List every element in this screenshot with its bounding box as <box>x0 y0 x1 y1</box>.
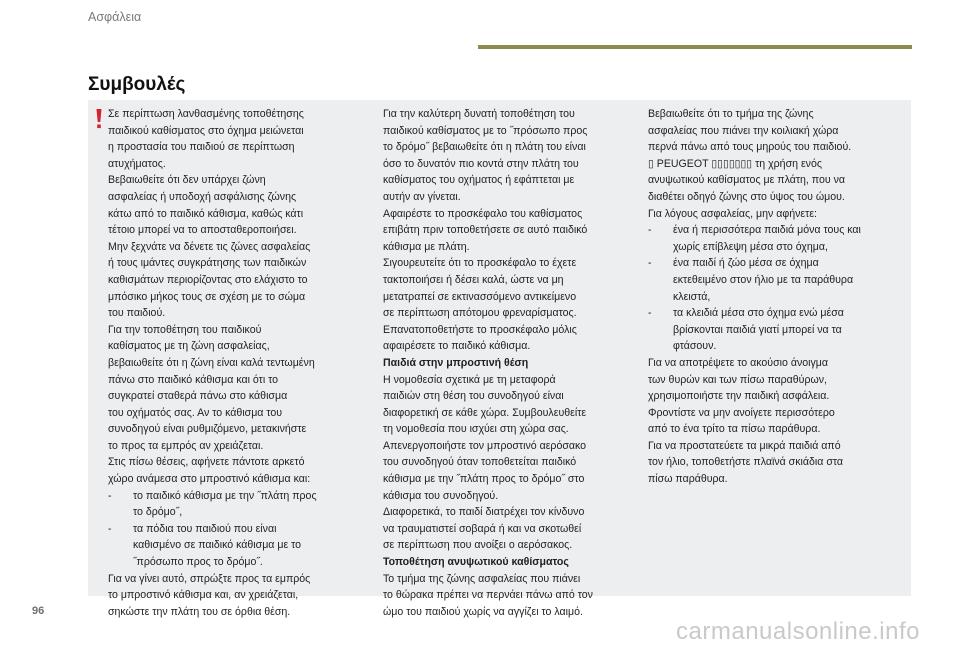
list-item: - ένα ή περισσότερα παιδιά μόνα τους και <box>648 222 903 239</box>
subheading: Τοποθέτηση ανυψωτικού καθίσματος <box>383 556 569 569</box>
text-line: ανυψωτικού καθίσματος με πλάτη, που να <box>648 174 846 187</box>
text-line: σε περίπτωση που ανοίξει ο αερόσακος. <box>383 539 573 552</box>
text-line: Για να αποτρέψετε το ακούσιο άνοιγμα <box>648 356 829 369</box>
text-line: Μην ξεχνάτε να δένετε τις ζώνες ασφαλείας <box>108 240 311 253</box>
text-line: συνοδηγού είναι ρυθμιζόμενο, μετακινήστε <box>108 423 307 436</box>
list-item: - τα πόδια του παιδιού που είναι <box>108 521 358 538</box>
text-line: τακτοποιήσει ή δέσει καλά, ώστε να μη <box>383 273 564 286</box>
text-line: χώρο ανάμεσα στο μπροστινό κάθισμα και: <box>108 473 311 486</box>
text-line: βρίσκονται παιδιά γιατί μπορεί να τα <box>673 323 842 336</box>
list-item: - τα κλειδιά μέσα στο όχημα ενώ μέσα <box>648 305 903 322</box>
text-line: του παιδιού. <box>108 307 166 320</box>
subheading: Παιδιά στην μπροστινή θέση <box>383 356 529 369</box>
text-line: Σιγουρευτείτε ότι το προσκέφαλο το έχετε <box>383 257 577 270</box>
text-line: παιδιών στη θέση του συνοδηγού είναι <box>383 390 564 403</box>
text-line: το θώρακα πρέπει να περνάει πάνω από τον <box>383 589 593 602</box>
text-line: καθισμένο σε παιδικό κάθισμα με το <box>133 539 302 552</box>
list-item: - το παιδικό κάθισμα με την ˝πλάτη προς <box>108 488 358 505</box>
text-line: ˝πρόσωπο προς το δρόμο˝. <box>133 556 263 569</box>
text-line: παιδικού καθίσματος με το ˝πρόσωπο προς <box>383 124 588 137</box>
text-line: μετατραπεί σε εκτινασσόμενο αντικείμενο <box>383 290 577 303</box>
text-line: παιδικού καθίσματος στο όχημα μειώνεται <box>108 124 304 137</box>
text-line: τη νομοθεσία που ισχύει στη χώρα σας. <box>383 423 569 436</box>
text-line: Το τμήμα της ζώνης ασφαλείας που πιάνει <box>383 572 581 585</box>
text-line: Σε περίπτωση λανθασμένης τοποθέτησης <box>108 108 304 120</box>
text-line: ασφαλείας ή υποδοχή ασφάλισης ζώνης <box>108 190 297 203</box>
text-line: φτάσουν. <box>673 340 717 353</box>
text-line: ατυχήματος. <box>108 157 166 170</box>
text-line: κάθισμα με την ˝πλάτη προς το δρόμο˝ στο <box>383 473 585 486</box>
text-line: από το ένα τρίτο τα πίσω παράθυρα. <box>648 423 821 436</box>
text-line: καθισμάτων περιορίζοντας στο ελάχιστο το <box>108 273 308 286</box>
text-line: Βεβαιωθείτε ότι το τμήμα της ζώνης <box>648 108 814 120</box>
text-column-2 <box>383 106 628 620</box>
text-line: Για την τοποθέτηση του παιδικού <box>108 323 262 336</box>
page-number: 96 <box>32 605 45 617</box>
text-line: του οχήματός σας. Αν το κάθισμα του <box>108 406 283 419</box>
text-line: καθίσματος του οχήματος ή εφάπτεται με <box>383 174 575 187</box>
watermark: carmanualsonline.info <box>676 618 920 645</box>
text-line: αυτήν αν γίνεται. <box>383 190 461 203</box>
text-line: του συνοδηγού όταν τοποθετείται παιδικό <box>383 456 577 469</box>
text-line: ασφαλείας που πιάνει την κοιλιακή χώρα <box>648 124 839 137</box>
text-line: η προστασία του παιδιού σε περίπτωση <box>108 141 295 154</box>
text-line: σε περίπτωση απότομου φρεναρίσματος. <box>383 307 577 320</box>
text-line: πίσω παράθυρα. <box>648 473 728 486</box>
text-line: Η νομοθεσία σχετικά με τη μεταφορά <box>383 373 556 386</box>
text-line: ή τους ιμάντες συγκράτησης των παιδικών <box>108 257 307 270</box>
text-line: Διαφορετικά, το παιδί διατρέχει τον κίνδυνο <box>383 506 585 519</box>
text-line: Για να προστατεύετε τα μικρά παιδιά από <box>648 439 841 452</box>
text-line: Φροντίστε να μην ανοίγετε περισσότερο <box>648 406 835 419</box>
text-line: κάθισμα με πλάτη. <box>383 240 470 253</box>
text-line: διαφορετική σε κάθε χώρα. Συμβουλευθείτε <box>383 406 587 419</box>
text-line: κάθισμα του συνοδηγού. <box>383 489 499 502</box>
text-line: των θυρών και των πίσω παραθύρων, <box>648 373 827 386</box>
text-line: το δρόμο˝, <box>133 506 183 519</box>
text-line: Βεβαιωθείτε ότι δεν υπάρχει ζώνη <box>108 174 266 187</box>
text-line: το δρόμο˝ βεβαιωθείτε ότι η πλάτη του είναι <box>383 141 586 154</box>
text-line: τέτοιο μπορεί να το αποσταθεροποιήσει. <box>108 224 297 237</box>
text-line: Αφαιρέστε το προσκέφαλο του καθίσματος <box>383 207 583 220</box>
text-line: τον ήλιο, τοποθετήστε πλαϊνά σκιάδια στα <box>648 456 844 469</box>
text-line: βεβαιωθείτε ότι η ζώνη είναι καλά τεντωμένη <box>108 356 315 369</box>
section-header: Ασφάλεια <box>88 10 142 24</box>
text-line: περνά πάνω από τους μηρούς του παιδιού. <box>648 141 852 154</box>
text-column-3 <box>648 106 903 488</box>
text-line: συγκρατεί σταθερά πάνω στο κάθισμα <box>108 390 288 403</box>
text-line: το μπροστινό κάθισμα και, αν χρειάζεται, <box>108 589 299 602</box>
text-line: μπόσικο μήκος τους σε σχέση με το σώμα <box>108 290 306 303</box>
text-line: να τραυματιστεί σοβαρά ή και να σκοτωθεί <box>383 522 582 535</box>
text-line: Στις πίσω θέσεις, αφήνετε πάντοτε αρκετό <box>108 456 305 469</box>
text-line: διαθέτει οδηγό ζώνης στο ύψος του ώμου. <box>648 190 845 203</box>
text-line: Για την καλύτερη δυνατή τοποθέτηση του <box>383 108 575 120</box>
text-line: πάνω στο παιδικό κάθισμα και ότι το <box>108 373 279 386</box>
text-line: Για να γίνει αυτό, σπρώξτε προς τα εμπρός <box>108 572 311 585</box>
text-line: κάτω από το παιδικό κάθισμα, καθώς κάτι <box>108 207 304 220</box>
text-line: ▯ PEUGEOT ▯▯▯▯▯▯▯ τη χρήση ενός <box>648 157 822 170</box>
text-line: αφαιρέσετε το παιδικό κάθισμα. <box>383 340 531 353</box>
text-line: Επανατοποθετήστε το προσκέφαλο μόλις <box>383 323 577 336</box>
text-line: σηκώστε την πλάτη του σε όρθια θέση. <box>108 605 291 618</box>
text-line: κλειστά, <box>673 290 711 303</box>
text-line: όσο το δυνατόν πιο κοντά στην πλάτη του <box>383 157 579 170</box>
text-column-1 <box>108 106 358 620</box>
text-line: καθίσματος με τη ζώνη ασφαλείας, <box>108 340 270 353</box>
text-line: Απενεργοποιήστε τον μπροστινό αερόσακο <box>383 439 587 452</box>
header-accent-bar <box>478 45 912 49</box>
exclamation-warning-icon <box>96 109 102 129</box>
text-line: επιβάτη πριν τοποθετήσετε σε αυτό παιδικό <box>383 224 588 237</box>
text-line: χρησιμοποιήστε την παιδική ασφάλεια. <box>648 390 830 403</box>
page-title: Συμβουλές <box>88 74 186 95</box>
text-line: εκτεθειμένο στον ήλιο με τα παράθυρα <box>673 273 854 286</box>
list-item: - ένα παιδί ή ζώο μέσα σε όχημα <box>648 255 903 272</box>
text-line: χωρίς επίβλεψη μέσα στο όχημα, <box>673 240 828 253</box>
text-line: Για λόγους ασφαλείας, μην αφήνετε: <box>648 207 817 220</box>
text-line: το προς τα εμπρός αν χρειάζεται. <box>108 439 264 452</box>
text-line: ώμο του παιδιού χωρίς να αγγίζει το λαιμό. <box>383 605 583 618</box>
